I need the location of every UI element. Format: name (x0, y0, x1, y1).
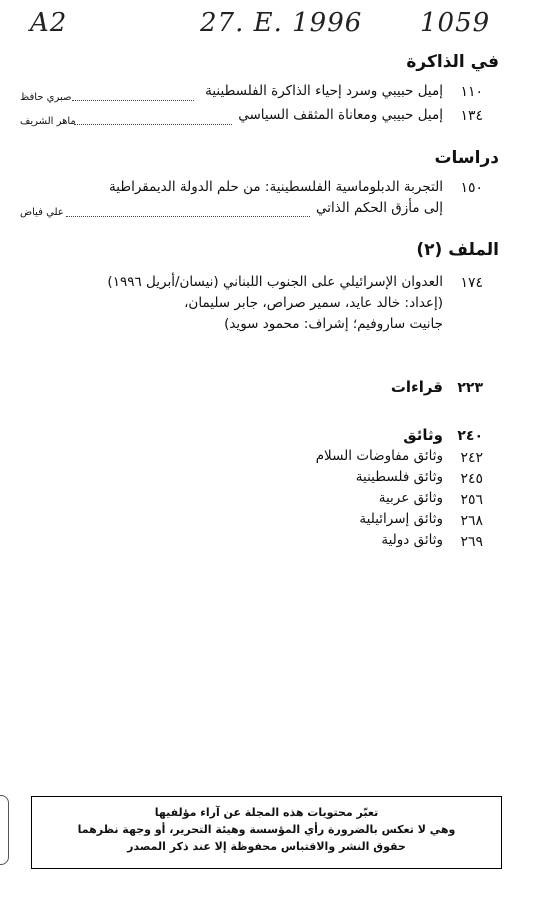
disclaimer-line: حقوق النشر والاقتباس محفوظة إلا عند ذكر المصدر (127, 840, 406, 853)
handwritten-number: 1059 (420, 8, 491, 38)
toc-entry-title-continued: إلى مأزق الحكم الذاتي (315, 200, 443, 216)
scan-edge-mark (0, 795, 9, 865)
toc-entry-title: العدوان الإسرائيلي على الجنوب اللبناني (نيسان/أبريل ١٩٩٦) (107, 274, 443, 290)
handwritten-code: A2 (30, 8, 68, 38)
toc-entry-author: صبري حافظ (20, 92, 72, 103)
page-number: ٢٢٣ (457, 380, 483, 396)
toc-entry-credits: جانيت ساروفيم؛ إشراف: محمود سويد) (224, 316, 443, 332)
section-heading-readings: قراءات (390, 378, 443, 396)
toc-entry-author: علي فياض (20, 207, 64, 218)
toc-entry-title: وثائق مفاوضات السلام (315, 448, 443, 464)
section-heading-studies: دراسات (434, 148, 499, 168)
disclaimer-line: وهي لا تعكس بالضرورة رأي المؤسسة وهيئة التحرير، أو وجهة نظرهما (77, 823, 456, 836)
page-number: ٢٤٢ (460, 450, 483, 466)
section-heading-memory: في الذاكرة (406, 52, 499, 72)
page-number: ٢٥٦ (460, 492, 483, 508)
disclaimer-box (31, 796, 502, 869)
handwritten-date: 27. E. 1996 (200, 8, 363, 38)
toc-entry-title: وثائق إسرائيلية (359, 511, 443, 527)
toc-entry-title: التجربة الدبلوماسية الفلسطينية: من حلم الدولة الديمقراطية (109, 179, 443, 195)
toc-entry-title: وثائق دولية (381, 532, 443, 548)
page-number: ٢٦٨ (460, 513, 483, 529)
section-heading-file: الملف (٢) (416, 240, 499, 260)
page-number: ٢٤٠ (457, 428, 483, 444)
section-heading-documents: وثائق (403, 426, 443, 444)
toc-entry-title: وثائق عربية (378, 490, 443, 506)
page-number: ٢٦٩ (460, 534, 483, 550)
disclaimer-line: تعبّر محتويات هذه المجلة عن آراء مؤلفيها (154, 806, 379, 819)
page-number: ١١٠ (460, 84, 483, 100)
leader-dots (66, 216, 310, 217)
leader-dots (72, 100, 194, 101)
page-number: ١٥٠ (460, 180, 483, 196)
toc-entry-author: ماهر الشريف (20, 116, 76, 127)
page-number: ٢٤٥ (460, 471, 483, 487)
toc-entry-title: وثائق فلسطينية (355, 469, 443, 485)
toc-entry-title: إميل حبيبي وسرد إحياء الذاكرة الفلسطينية (205, 83, 443, 99)
page-number: ١٣٤ (460, 108, 483, 124)
page-number: ١٧٤ (460, 275, 483, 291)
toc-entry-credits: (إعداد: خالد عايد، سمير صراص، جابر سليمان، (184, 295, 443, 311)
leader-dots (74, 124, 232, 125)
toc-entry-title: إميل حبيبي ومعاناة المثقف السياسي (238, 107, 443, 123)
